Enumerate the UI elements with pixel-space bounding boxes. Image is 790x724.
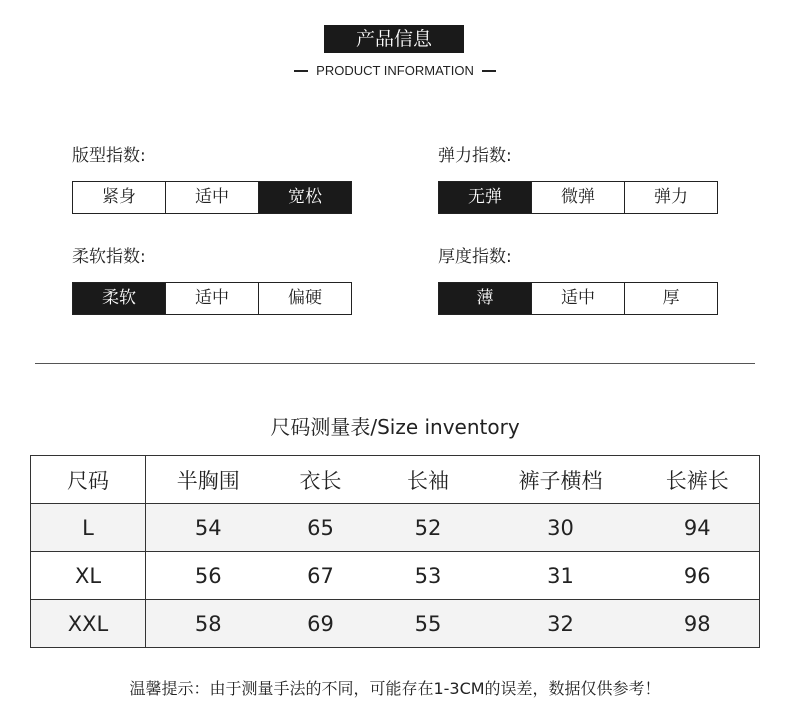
value-cell: 32 — [486, 600, 636, 648]
thickness-index-selector — [438, 282, 718, 315]
col-header-chest: 半胸围 — [146, 456, 271, 504]
value-cell: 58 — [146, 600, 271, 648]
elasticity-option-none: 无弹 — [439, 182, 532, 213]
col-header-crotch: 裤子横档 — [486, 456, 636, 504]
thickness-option-thin: 薄 — [439, 283, 532, 314]
fit-index-label: 版型指数: — [72, 146, 146, 166]
size-table — [30, 455, 760, 648]
fit-index-selector — [72, 181, 352, 214]
fit-option-loose: 宽松 — [259, 182, 351, 213]
value-cell: 94 — [636, 504, 760, 552]
section-divider — [35, 363, 755, 364]
value-cell: 67 — [271, 552, 371, 600]
section-subtitle — [0, 62, 790, 80]
size-cell: XL — [31, 552, 146, 600]
table-row — [31, 504, 760, 552]
value-cell: 55 — [371, 600, 486, 648]
col-header-sleeve: 长袖 — [371, 456, 486, 504]
softness-index-selector — [72, 282, 352, 315]
dash-left — [294, 70, 308, 72]
elasticity-index-label: 弹力指数: — [438, 146, 512, 166]
value-cell: 65 — [271, 504, 371, 552]
size-table-header-row — [31, 456, 760, 504]
softness-option-moderate: 适中 — [166, 283, 259, 314]
value-cell: 56 — [146, 552, 271, 600]
value-cell: 52 — [371, 504, 486, 552]
elasticity-index-selector — [438, 181, 718, 214]
value-cell: 54 — [146, 504, 271, 552]
value-cell: 31 — [486, 552, 636, 600]
softness-index-label: 柔软指数: — [72, 247, 146, 267]
col-header-pants-length: 长裤长 — [636, 456, 760, 504]
value-cell: 53 — [371, 552, 486, 600]
value-cell: 96 — [636, 552, 760, 600]
softness-option-firm: 偏硬 — [259, 283, 351, 314]
thickness-option-moderate: 适中 — [532, 283, 625, 314]
thickness-option-thick: 厚 — [625, 283, 717, 314]
fit-option-slim: 紧身 — [73, 182, 166, 213]
table-row — [31, 552, 760, 600]
elasticity-option-stretch: 弹力 — [625, 182, 717, 213]
table-row — [31, 600, 760, 648]
thickness-index-label: 厚度指数: — [438, 247, 512, 267]
value-cell: 98 — [636, 600, 760, 648]
subtitle-text: PRODUCT INFORMATION — [316, 63, 474, 78]
col-header-size: 尺码 — [31, 456, 146, 504]
size-cell: L — [31, 504, 146, 552]
value-cell: 30 — [486, 504, 636, 552]
measurement-note: 温馨提示：由于测量手法的不同，可能存在1-3CM的误差，数据仅供参考！ — [129, 679, 661, 698]
fit-option-regular: 适中 — [166, 182, 259, 213]
size-cell: XXL — [31, 600, 146, 648]
section-title: 产品信息 — [324, 25, 464, 53]
value-cell: 69 — [271, 600, 371, 648]
size-table-title: 尺码测量表/Size inventory — [270, 415, 520, 439]
softness-option-soft: 柔软 — [73, 283, 166, 314]
dash-right — [482, 70, 496, 72]
col-header-length: 衣长 — [271, 456, 371, 504]
elasticity-option-slight: 微弹 — [532, 182, 625, 213]
